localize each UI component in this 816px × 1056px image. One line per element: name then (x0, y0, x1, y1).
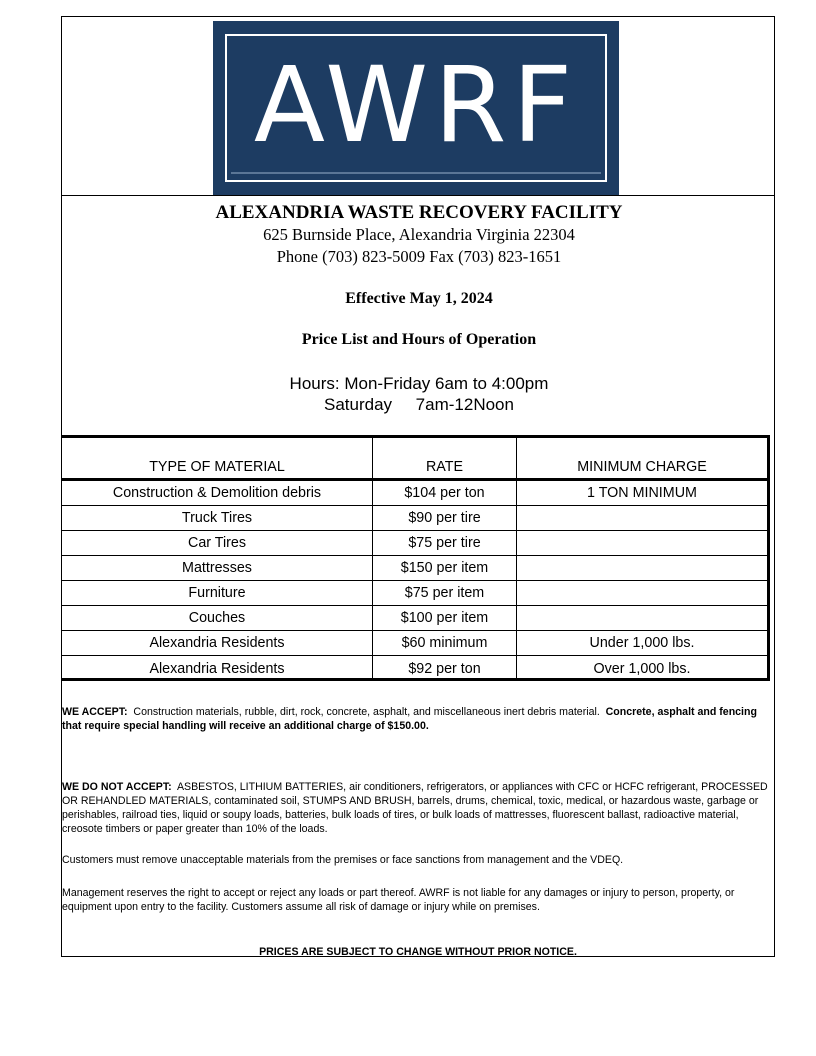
facility-phone: Phone (703) 823-5009 Fax (703) 823-1651 (276, 247, 562, 266)
accept-surcharge: Concrete, asphalt and fencing that require special handling will receive an additional charge of $150.00. (62, 706, 757, 732)
table-row (62, 581, 767, 606)
price-sheet (61, 16, 775, 957)
facility-name: ALEXANDRIA WASTE RECOVERY FACILITY (215, 202, 623, 223)
price-table (62, 435, 770, 681)
material-cell: Couches (62, 606, 373, 630)
logo-text: AWRF (253, 44, 579, 166)
table-row (62, 631, 767, 656)
rate-cell: $75 per item (373, 581, 517, 605)
minimum-cell: Over 1,000 lbs. (593, 660, 691, 677)
weekday-hours: Hours: Mon-Friday 6am to 4:00pm (289, 374, 549, 393)
accept-note (62, 705, 774, 733)
minimum-cell (517, 556, 767, 580)
facility-address: 625 Burnside Place, Alexandria Virginia 22304 (263, 225, 575, 244)
accept-label: WE ACCEPT: (62, 706, 128, 718)
minimum-cell (517, 581, 767, 605)
table-header (62, 438, 767, 481)
accept-text: Construction materials, rubble, dirt, rock, concrete, asphalt, and miscellaneous inert debris material. (133, 706, 600, 718)
customers-note: Customers must remove unacceptable materials from the premises or face sanctions from management and the VDEQ. (62, 854, 624, 866)
material-cell: Furniture (62, 581, 373, 605)
logo-section (62, 17, 774, 196)
not-accept-label: WE DO NOT ACCEPT: (62, 781, 172, 793)
minimum-cell: Under 1,000 lbs. (589, 635, 695, 651)
minimum-cell (517, 606, 767, 630)
column-header-material: TYPE OF MATERIAL (62, 438, 373, 478)
effective-date: Effective May 1, 2024 (345, 290, 493, 307)
material-cell: Truck Tires (62, 506, 373, 530)
table-row (62, 606, 767, 631)
hours-of-operation (62, 373, 776, 415)
rate-cell: $104 per ton (373, 481, 517, 505)
table-row (62, 556, 767, 581)
material-cell: Alexandria Residents (62, 656, 373, 681)
facility-header (62, 202, 776, 350)
table-row (62, 656, 767, 681)
material-cell: Construction & Demolition debris (62, 481, 373, 505)
column-header-rate: RATE (373, 438, 517, 478)
table-row (62, 481, 767, 506)
rate-cell: $92 per ton (373, 656, 517, 681)
minimum-cell (517, 506, 767, 530)
awrf-logo (213, 21, 619, 195)
rate-cell: $100 per item (373, 606, 517, 630)
not-accept-note (62, 780, 774, 836)
table-row (62, 506, 767, 531)
saturday-hours: Saturday 7am-12Noon (324, 395, 514, 414)
rate-cell: $90 per tire (373, 506, 517, 530)
column-header-minimum: MINIMUM CHARGE (577, 459, 707, 475)
management-note: Management reserves the right to accept or reject any loads or part thereof. AWRF is not liable for any damages or injury to person, property, or equipment upon entry to the facility. Customers assume all risk of damage or injury while on premises. (62, 887, 735, 913)
minimum-cell (517, 531, 767, 555)
material-cell: Car Tires (62, 531, 373, 555)
rate-cell: $60 minimum (373, 631, 517, 655)
rate-cell: $150 per item (373, 556, 517, 580)
table-row (62, 531, 767, 556)
material-cell: Mattresses (62, 556, 373, 580)
price-change-notice: PRICES ARE SUBJECT TO CHANGE WITHOUT PRIOR NOTICE. (259, 946, 577, 958)
rate-cell: $75 per tire (373, 531, 517, 555)
price-list-heading: Price List and Hours of Operation (301, 331, 537, 348)
minimum-cell: 1 TON MINIMUM (587, 485, 697, 501)
material-cell: Alexandria Residents (62, 631, 373, 655)
not-accept-text: ASBESTOS, LITHIUM BATTERIES, air conditioners, refrigerators, or appliances with CFC or HCFC refrigerant, PROCESSED OR REHANDLED MATERIALS, contaminated soil, STUMPS AND BRUSH, barrels, drums, chemical, toxic, medical, or hazardous waste, garbage or perishables, railroad ties, liquid or soupy loads, batteries, bulk loads of tires, or bulk loads of mattresses, fluorescent ballast, radioactive material, creosote timbers or paper greater than 10% of the loads. (62, 781, 768, 835)
